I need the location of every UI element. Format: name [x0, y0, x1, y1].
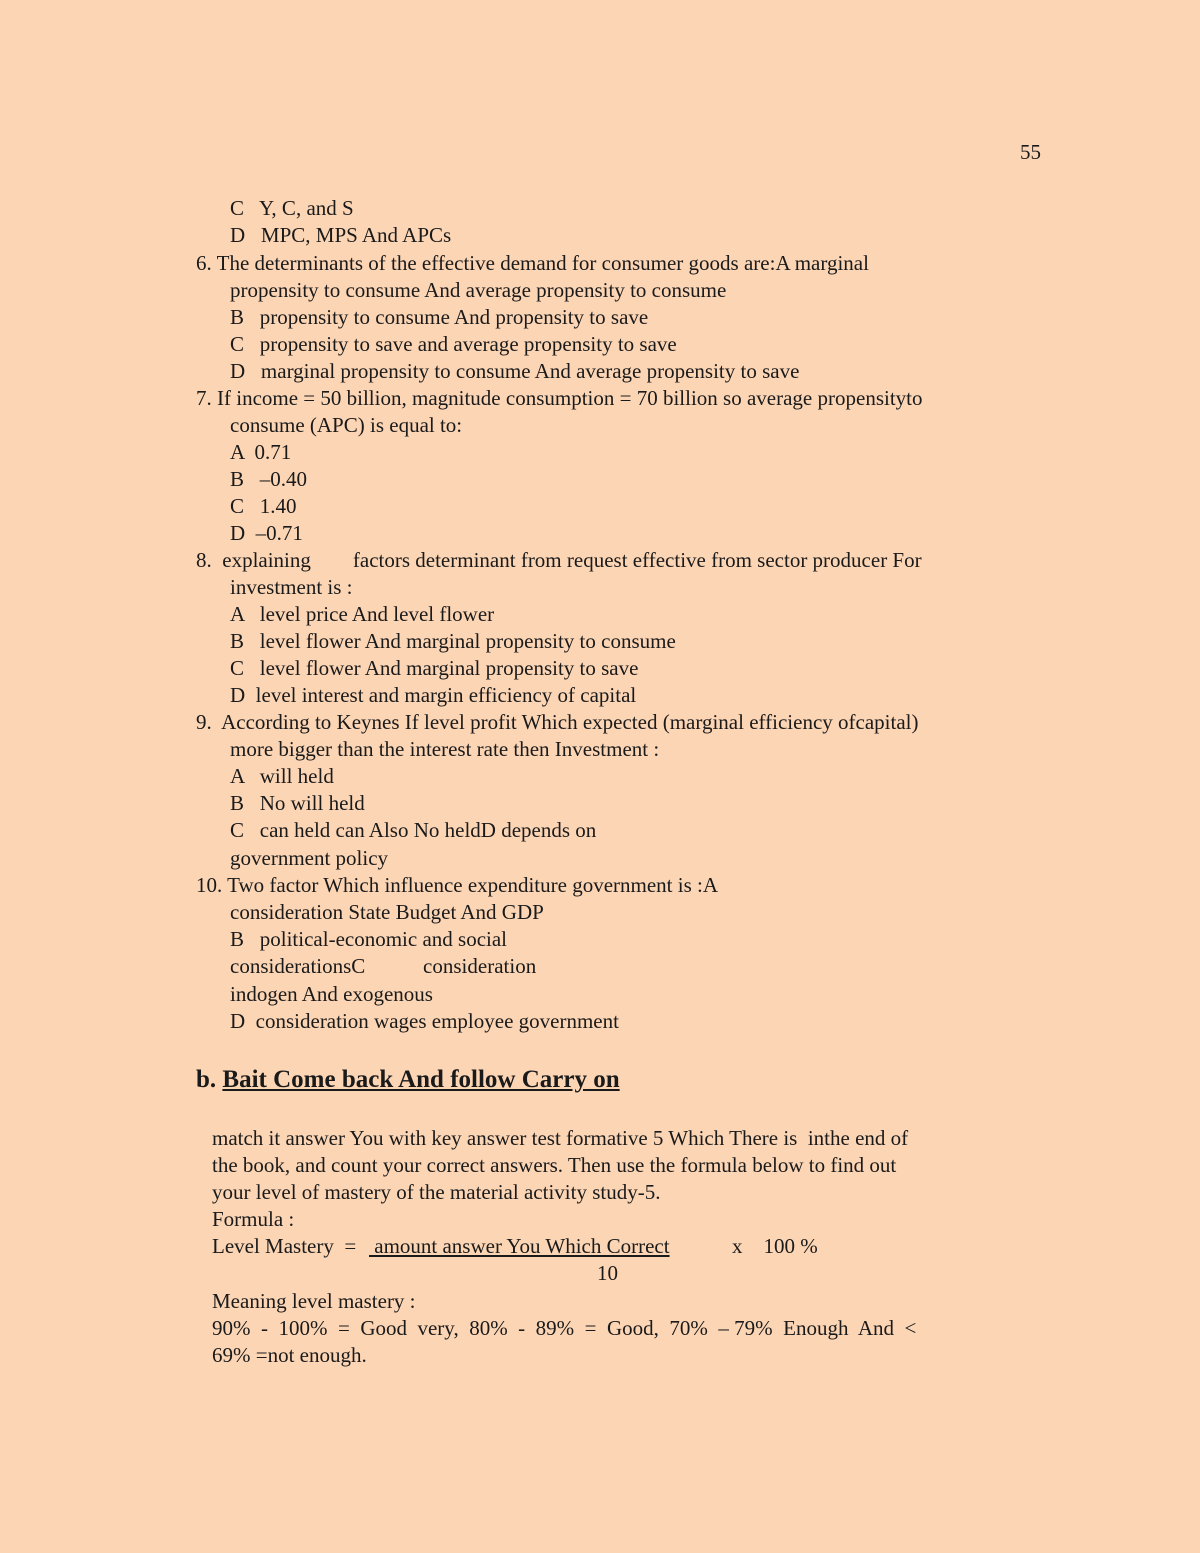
q9-stem-cont: more bigger than the interest rate then Investment :	[230, 737, 660, 761]
q7-option-c: C 1.40	[230, 494, 297, 518]
q9-option-d-cont: government policy	[230, 846, 389, 870]
q5-option-c: C Y, C, and S	[230, 196, 354, 220]
formula-numerator: amount answer You Which Correct	[369, 1234, 670, 1258]
meaning-label: Meaning level mastery :	[212, 1289, 416, 1313]
q10-stem: 10. Two factor Which influence expenditure government is :A	[196, 873, 719, 897]
section-b-heading	[196, 1066, 620, 1094]
q9-option-c: C can held can Also No heldD depends on	[230, 818, 597, 842]
q7-option-a: A 0.71	[230, 440, 292, 464]
page-number: 55	[1020, 140, 1041, 164]
formula-multiplier: x 100 %	[732, 1234, 818, 1258]
q7-option-d: D –0.71	[230, 521, 303, 545]
formula-denominator: 10	[597, 1261, 618, 1285]
q9-option-a: A will held	[230, 764, 334, 788]
formula-lhs: Level Mastery =	[212, 1234, 357, 1258]
q8-option-a: A level price And level flower	[230, 602, 495, 626]
q10-option-b: B political-economic and social	[230, 927, 507, 951]
q6-stem-cont: propensity to consume And average propensity to consume	[230, 278, 727, 302]
q8-option-b: B level flower And marginal propensity to consume	[230, 629, 676, 653]
q8-option-c: C level flower And marginal propensity to save	[230, 656, 639, 680]
q6-option-d: D marginal propensity to consume And average propensity to save	[230, 359, 800, 383]
formula-label: Formula :	[212, 1207, 295, 1231]
q5-option-d: D MPC, MPS And APCs	[230, 223, 452, 247]
section-b-title: Bait Come back And follow Carry on	[222, 1066, 620, 1093]
q8-stem: 8. explaining factors determinant from request effective from sector producer For	[196, 548, 922, 572]
q6-option-b: B propensity to consume And propensity to save	[230, 305, 649, 329]
q7-option-b: B –0.40	[230, 467, 308, 491]
meaning-line-1: 90% - 100% = Good very, 80% - 89% = Good, 70% – 79% Enough And <	[212, 1316, 917, 1340]
meaning-line-2: 69% =not enough.	[212, 1343, 367, 1367]
q10-option-d: D consideration wages employee government	[230, 1009, 619, 1033]
q8-stem-cont: investment is :	[230, 575, 353, 599]
section-b-prefix: b.	[196, 1066, 217, 1093]
q9-stem: 9. According to Keynes If level profit Which expected (marginal efficiency ofcapital)	[196, 710, 919, 734]
q6-stem: 6. The determinants of the effective demand for consumer goods are:A marginal	[196, 251, 869, 275]
q8-option-d: D level interest and margin efficiency of capital	[230, 683, 637, 707]
instruction-line-3: your level of mastery of the material activity study-5.	[212, 1180, 661, 1204]
q7-stem: 7. If income = 50 billion, magnitude consumption = 70 billion so average propensityto	[196, 386, 923, 410]
q10-option-a-cont: consideration State Budget And GDP	[230, 900, 544, 924]
q7-stem-cont: consume (APC) is equal to:	[230, 413, 463, 437]
q6-option-c: C propensity to save and average propensity to save	[230, 332, 677, 356]
q10-option-c-cont: indogen And exogenous	[230, 982, 433, 1006]
instruction-line-1: match it answer You with key answer test formative 5 Which There is inthe end of	[212, 1126, 909, 1150]
q10-option-c: considerationsC consideration	[230, 954, 537, 978]
instruction-line-2: the book, and count your correct answers. Then use the formula below to find out	[212, 1153, 897, 1177]
q9-option-b: B No will held	[230, 791, 365, 815]
